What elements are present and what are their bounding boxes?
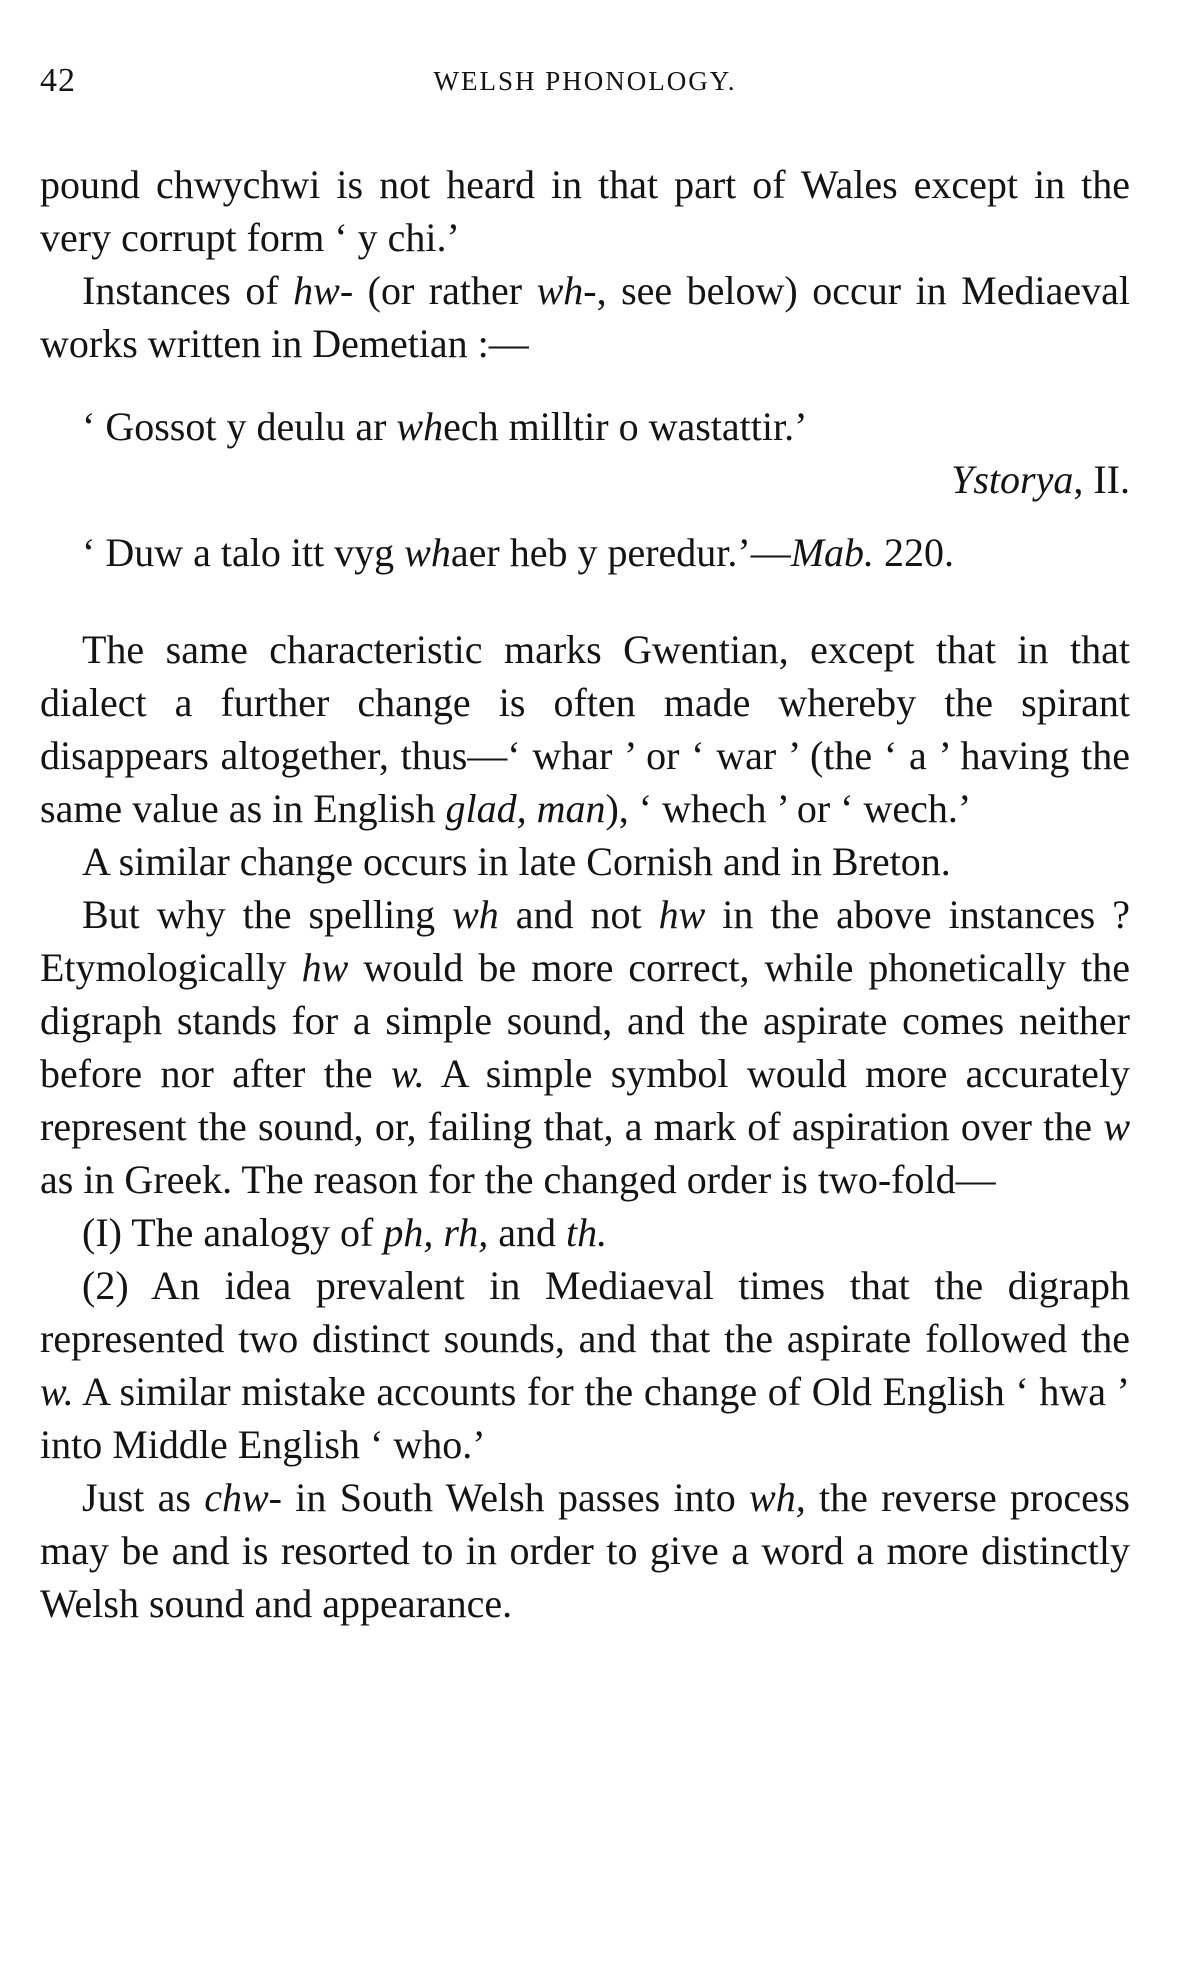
list-item-1 — [40, 1206, 1130, 1259]
italic-term: wh — [396, 404, 444, 449]
quotation-1 — [40, 400, 1130, 453]
page-number: 42 — [40, 62, 76, 99]
paragraph-1: pound chwychwi is not heard in that part of Wales except in the very corrupt form ‘ y chi.’ — [40, 162, 1130, 260]
paragraph-6 — [40, 1471, 1130, 1630]
italic-term: w. — [40, 1369, 74, 1414]
paragraph-4: A similar change occurs in late Cornish and in Breton. — [82, 839, 951, 884]
text-run: The same characteristic marks Gwentian, except that in that dialect a further change is often made whereby the spirant disappears altogether, thus—‘ whar ’ or ‘ war ’ (the ‘ a ’ having the same value as in English — [40, 627, 1130, 831]
quotation-1-citation — [40, 453, 1130, 506]
page-body — [40, 158, 1130, 1630]
text-run: in South Welsh passes into — [281, 1475, 750, 1520]
text-run: A simple symbol would more accurately represent the sound, or, failing that, a mark of aspiration over the — [40, 1051, 1130, 1149]
italic-term: hw — [301, 945, 349, 990]
text-run: (or rather — [353, 268, 537, 313]
book-page — [40, 40, 1130, 1630]
text-run: the reverse process may be and is resorted to in order to give a word a more distinctly Welsh sound and appearance. — [40, 1475, 1130, 1626]
text-run: as in Greek. The reason for the changed order is two-fold— — [40, 1157, 996, 1202]
text-run: in the above instances ? Etymologically — [40, 892, 1130, 990]
italic-term: wh, — [749, 1475, 806, 1520]
italic-term: ph, rh, — [383, 1210, 489, 1255]
list-item-2 — [40, 1259, 1130, 1471]
italic-term: wh — [452, 892, 499, 937]
text-run: ‘ Gossot y deulu ar — [82, 404, 397, 449]
paragraph-2 — [40, 264, 1130, 370]
text-run: (I) The analogy of — [82, 1210, 384, 1255]
text-run: Instances of — [82, 268, 294, 313]
paragraph-3 — [40, 623, 1130, 835]
italic-term: w. — [390, 1051, 425, 1096]
citation-source: Ystorya — [951, 457, 1074, 502]
italic-term: hw — [658, 892, 706, 937]
italic-term: wh — [404, 530, 451, 575]
citation-source: Mab. — [790, 530, 875, 575]
running-head — [40, 40, 1130, 100]
italic-term: chw- — [204, 1475, 282, 1520]
text-run: ‘ Duw a talo itt vyg — [82, 530, 405, 575]
italic-term: wh- — [536, 268, 597, 313]
text-run: and — [488, 1210, 566, 1255]
text-run: (2) An idea prevalent in Mediaeval times that the digraph represented two distinct sounds, and that the aspirate followed the — [40, 1263, 1130, 1361]
text-run: ech milltir o wastattir.’ — [443, 404, 808, 449]
running-title: WELSH PHONOLOGY. — [433, 66, 737, 96]
italic-term: hw- — [293, 268, 354, 313]
text-run: aer heb y peredur.’— — [450, 530, 791, 575]
text-run: would be more correct, while phonetically the digraph stands for a simple sound, and the aspirate comes neither before nor after the — [40, 945, 1130, 1096]
citation-ref: , II. — [1073, 457, 1130, 502]
paragraph-5 — [40, 888, 1130, 1206]
text-run: , see below) occur in Mediaeval works written in Demetian :— — [40, 268, 1130, 366]
quotation-2 — [40, 526, 1130, 579]
italic-term: w — [1103, 1104, 1130, 1149]
text-run: A similar mistake accounts for the change of Old English ‘ hwa ’ into Middle English ‘ who.’ — [40, 1369, 1130, 1467]
text-run: But why the spelling — [82, 892, 453, 937]
italic-term: th. — [565, 1210, 608, 1255]
text-run: ), ‘ whech ’ or ‘ wech.’ — [605, 786, 972, 831]
italic-term: glad, man — [445, 786, 606, 831]
text-run: and not — [498, 892, 659, 937]
text-run: Just as — [82, 1475, 205, 1520]
citation-ref: 220. — [874, 530, 955, 575]
